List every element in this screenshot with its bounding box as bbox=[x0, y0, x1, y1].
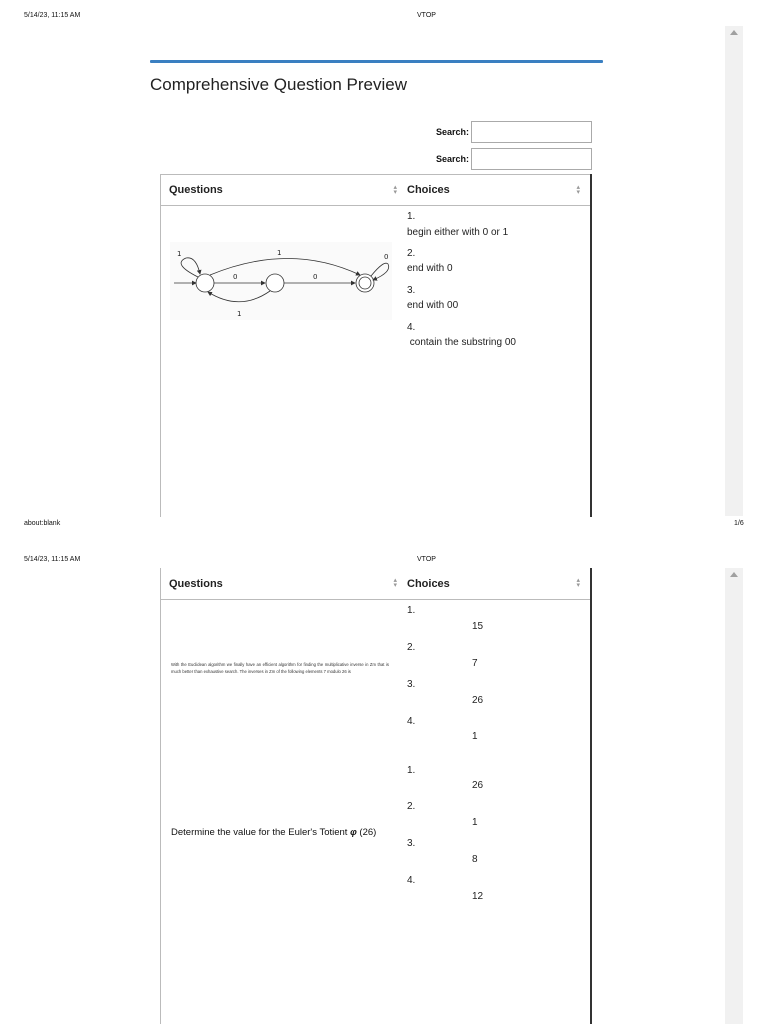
choice-number: 3. bbox=[407, 838, 416, 849]
choice-text: 12 bbox=[472, 891, 484, 902]
print-header-site: VTOP bbox=[417, 12, 436, 19]
question-text: With the Euclidean algorithm we finally have an efficient algorithm for finding the multiplicative inverse in Zm that is much better than exhaustive search. The inverses in Zm of the following elements 7 modulo 26 is bbox=[171, 662, 389, 674]
question-text-arg: (26) bbox=[356, 827, 377, 838]
choice-number: 2. bbox=[407, 642, 416, 653]
search-row-2 bbox=[434, 148, 592, 170]
sort-icon[interactable]: ▴ ▾ bbox=[393, 577, 397, 589]
choice-text: end with 00 bbox=[407, 300, 459, 311]
column-header-label: Questions bbox=[169, 577, 223, 590]
choice-text: begin either with 0 or 1 bbox=[407, 227, 509, 238]
choice-number: 1. bbox=[407, 765, 416, 776]
search-input[interactable] bbox=[471, 121, 592, 143]
table-header bbox=[161, 174, 590, 206]
choice-number: 4. bbox=[407, 322, 416, 333]
column-header-choices[interactable] bbox=[399, 568, 590, 599]
choice-text: 26 bbox=[472, 780, 484, 791]
choice-number: 1. bbox=[407, 605, 416, 616]
column-header-label: Choices bbox=[407, 184, 450, 196]
scroll-up-arrow-icon[interactable] bbox=[730, 30, 738, 35]
dfa-label: 1 bbox=[237, 310, 242, 318]
choice-text: contain the substring 00 bbox=[407, 337, 516, 348]
print-footer-page: 1/6 bbox=[734, 520, 744, 527]
choice-number: 2. bbox=[407, 248, 416, 259]
choice-text: 15 bbox=[472, 621, 484, 632]
choice-number: 3. bbox=[407, 679, 416, 690]
dfa-state-q0 bbox=[196, 274, 214, 292]
dfa-state-q1 bbox=[266, 274, 284, 292]
scroll-up-arrow-icon[interactable] bbox=[730, 572, 738, 577]
scrollbar[interactable] bbox=[725, 26, 743, 516]
dfa-label: 0 bbox=[233, 273, 238, 281]
column-header-questions[interactable] bbox=[161, 175, 399, 205]
dfa-label: 1 bbox=[177, 250, 182, 258]
scrollbar[interactable] bbox=[725, 568, 743, 1024]
question-text-prefix: Determine the value for the Euler's Totient bbox=[171, 827, 351, 838]
search-label: Search: bbox=[435, 127, 469, 137]
column-header-choices[interactable] bbox=[399, 175, 590, 205]
print-footer-url: about:blank bbox=[24, 520, 61, 527]
questions-table bbox=[160, 174, 592, 517]
title-accent-bar bbox=[150, 60, 603, 63]
search-row-1 bbox=[434, 121, 592, 143]
print-header-site: VTOP bbox=[417, 556, 436, 563]
dfa-diagram-image bbox=[170, 242, 392, 320]
phi-symbol: φ bbox=[350, 827, 357, 838]
choice-text: 8 bbox=[472, 854, 478, 865]
dfa-label: 0 bbox=[313, 273, 318, 281]
sort-icon[interactable]: ▴ ▾ bbox=[576, 577, 580, 589]
table-header bbox=[161, 568, 590, 600]
sort-icon[interactable]: ▴ ▾ bbox=[576, 184, 580, 196]
search-label: Search: bbox=[435, 154, 469, 164]
choice-number: 3. bbox=[407, 285, 416, 296]
choice-text: 7 bbox=[472, 658, 478, 669]
sort-icon[interactable]: ▴ ▾ bbox=[393, 184, 397, 196]
column-header-label: Questions bbox=[169, 184, 223, 196]
choice-number: 4. bbox=[407, 875, 416, 886]
question-text bbox=[171, 827, 376, 838]
questions-table bbox=[160, 568, 592, 1024]
print-header-datetime: 5/14/23, 11:15 AM bbox=[24, 12, 81, 19]
dfa-label: 0 bbox=[384, 253, 389, 261]
column-header-label: Choices bbox=[407, 577, 450, 590]
choice-text: end with 0 bbox=[407, 263, 453, 274]
print-header-datetime: 5/14/23, 11:15 AM bbox=[24, 556, 81, 563]
choice-text: 1 bbox=[472, 731, 478, 742]
choice-text: 1 bbox=[472, 817, 478, 828]
search-input[interactable] bbox=[471, 148, 592, 170]
column-header-questions[interactable] bbox=[161, 568, 399, 599]
choice-number: 2. bbox=[407, 801, 416, 812]
page-title: Comprehensive Question Preview bbox=[150, 75, 408, 94]
dfa-label: 1 bbox=[277, 249, 282, 257]
choice-text: 26 bbox=[472, 695, 484, 706]
choice-number: 1. bbox=[407, 211, 416, 222]
choice-number: 4. bbox=[407, 716, 416, 727]
